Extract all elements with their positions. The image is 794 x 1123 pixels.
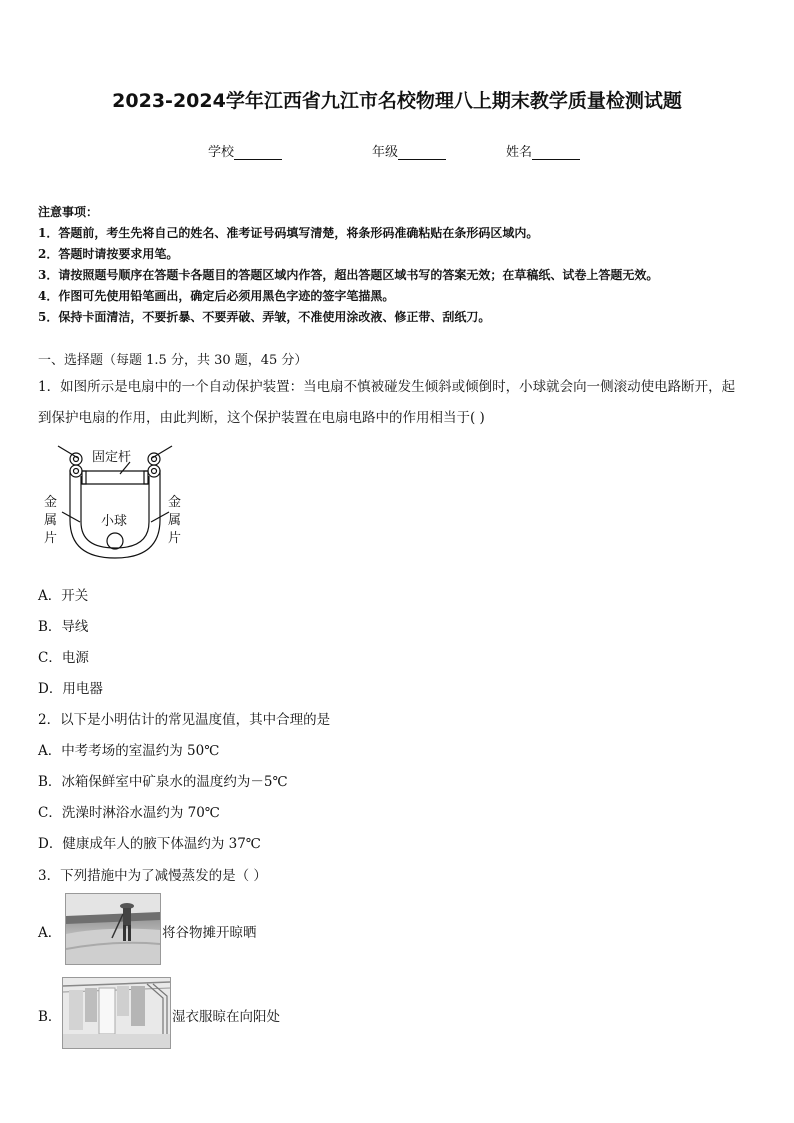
grade-blank bbox=[398, 145, 446, 160]
q1-option-c: C．电源 bbox=[38, 650, 89, 666]
q3-stem: 3．下列措施中为了减慢蒸发的是（ ） bbox=[38, 868, 267, 884]
q3-option-b-photo bbox=[62, 977, 171, 1049]
notice-item: 3．请按照题号顺序在答题卡各题目的答题区域内作答，超出答题区域书写的答案无效；在草稿纸、试卷上答题无效。 bbox=[38, 268, 659, 282]
fig-left-plate-3: 片 bbox=[44, 531, 58, 546]
grade-label: 年级 bbox=[372, 145, 399, 160]
q1-option-d: D．用电器 bbox=[38, 681, 103, 697]
page-title: 2023-2024学年江西省九江市名校物理八上期末教学质量检测试题 bbox=[112, 90, 682, 112]
fig-rod-label: 固定杆 bbox=[92, 450, 132, 465]
q3-option-a-label: A． bbox=[38, 925, 62, 941]
q2-option-c: C．洗澡时淋浴水温约为 70℃ bbox=[38, 805, 220, 821]
q3-option-a-text: 将谷物摊开晾晒 bbox=[162, 925, 257, 941]
q1-stem-line1: 1．如图所示是电扇中的一个自动保护装置：当电扇不慎被碰发生倾斜或倾倒时，小球就会向一侧滚动使电路断开，起 bbox=[38, 379, 736, 395]
grade-field bbox=[372, 141, 446, 160]
q2-stem: 2．以下是小明估计的常见温度值，其中合理的是 bbox=[38, 712, 331, 728]
notice-item: 1．答题前，考生先将自己的姓名、准考证号码填写清楚，将条形码准确粘贴在条形码区域内。 bbox=[38, 226, 539, 240]
q2-option-b: B．冰箱保鲜室中矿泉水的温度约为－5℃ bbox=[38, 774, 288, 790]
notice-heading: 注意事项： bbox=[38, 205, 99, 219]
notice-item: 2．答题时请按要求用笔。 bbox=[38, 247, 179, 261]
name-label: 姓名 bbox=[506, 145, 533, 160]
school-field bbox=[208, 141, 282, 160]
q3-option-b-text: 湿衣服晾在向阳处 bbox=[172, 1009, 280, 1025]
name-blank bbox=[532, 145, 580, 160]
farmer-drying-grain-image bbox=[66, 894, 160, 964]
school-blank bbox=[234, 145, 282, 160]
q3-option-b-label: B． bbox=[38, 1009, 62, 1025]
clothes-drying-rack-image bbox=[63, 978, 170, 1048]
q1-option-b: B．导线 bbox=[38, 619, 89, 635]
notice-item: 5．保持卡面清洁，不要折暴、不要弄破、弄皱，不准使用涂改液、修正带、刮纸刀。 bbox=[38, 310, 491, 324]
fig-left-plate-1: 金 bbox=[44, 495, 58, 510]
q1-stem-line2: 到保护电扇的作用，由此判断，这个保护装置在电扇电路中的作用相当于( ) bbox=[38, 410, 485, 426]
notice-item: 4．作图可先使用铅笔画出，确定后必须用黑色字迹的签字笔描黑。 bbox=[38, 289, 395, 303]
fig-ball-label: 小球 bbox=[101, 514, 128, 529]
q2-option-d: D．健康成年人的腋下体温约为 37℃ bbox=[38, 836, 261, 852]
q1-option-a: A．开关 bbox=[38, 588, 89, 604]
q2-option-a: A．中考考场的室温约为 50℃ bbox=[38, 743, 220, 759]
fig-right-plate-1: 金 bbox=[168, 495, 182, 510]
q3-option-a-photo bbox=[65, 893, 161, 965]
school-label: 学校 bbox=[208, 145, 235, 160]
section-title: 一、选择题（每题 1.5 分，共 30 题，45 分） bbox=[38, 353, 308, 368]
fig-right-plate-2: 属 bbox=[168, 513, 182, 528]
fig-right-plate-3: 片 bbox=[168, 531, 182, 546]
name-field bbox=[506, 141, 580, 160]
fig-left-plate-2: 属 bbox=[44, 513, 58, 528]
